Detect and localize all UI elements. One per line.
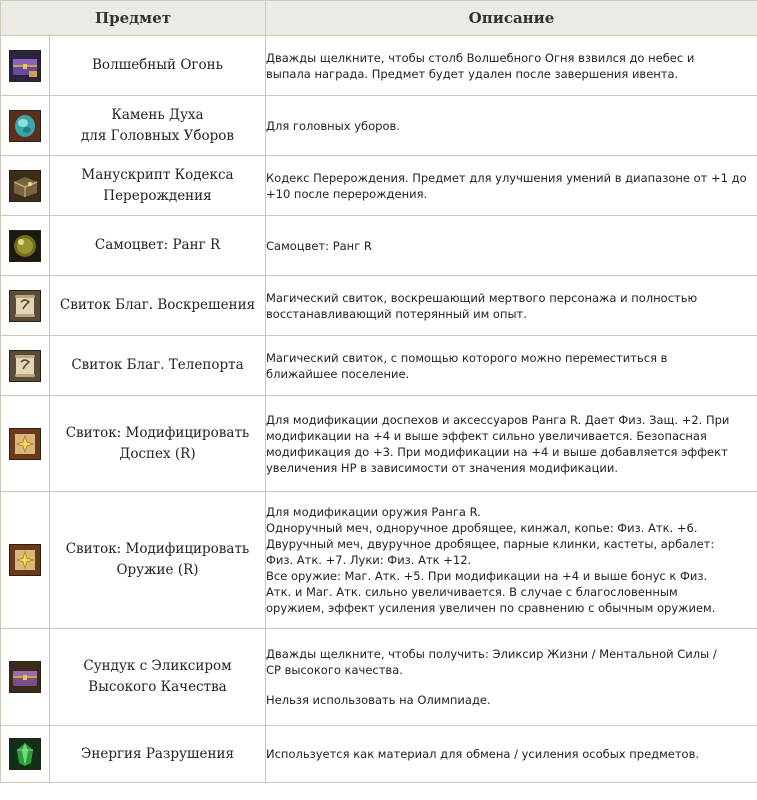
item-description-line: Для головных уборов. <box>266 118 400 133</box>
item-name <box>50 492 266 629</box>
purple-chest-icon <box>9 50 41 82</box>
item-description <box>266 726 757 783</box>
item-description-line: оружием, эффект усиления увеличен по сравнению с обычным оружием. <box>266 601 716 615</box>
item-description <box>266 629 757 726</box>
table-row <box>1 396 757 492</box>
item-name <box>50 156 266 216</box>
item-description-line: Атк. и Маг. Атк. сильно увеличивается. В случае с благословенным <box>266 585 678 599</box>
table-row <box>1 36 757 96</box>
item-name <box>50 629 266 726</box>
item-description-line: модификация до +3. При модификации на +4 и выше добавляется эффект <box>266 444 728 459</box>
item-name <box>50 36 266 96</box>
item-name <box>50 336 266 396</box>
item-description-line: Одноручный меч, одноручное дробящее, кинжал, копье: Физ. Атк. +6. <box>266 521 698 535</box>
item-description <box>266 36 757 96</box>
item-icon-cell <box>1 336 50 396</box>
header-row <box>1 1 757 36</box>
table-row <box>1 96 757 156</box>
item-description-line: ближайшее поселение. <box>266 366 410 381</box>
item-description-line: модификации на +4 и выше эффект сильно увеличивается. Безопасная <box>266 428 707 443</box>
item-icon-cell <box>1 276 50 336</box>
item-description-line: Дважды щелкните, чтобы столб Волшебного Огня взвился до небес и <box>266 50 695 65</box>
item-description-line: Магический свиток, с помощью которого можно переместиться в <box>266 350 668 365</box>
item-description-line: Самоцвет: Ранг R <box>266 238 372 253</box>
gem-orb-icon <box>9 230 41 262</box>
item-icon-cell <box>1 726 50 783</box>
item-description-line: Для модификации доспехов и аксессуаров Ранга R. Дает Физ. Защ. +2. При <box>266 412 730 427</box>
item-description-line: Нельзя использовать на Олимпиаде. <box>266 693 491 707</box>
item-name-line: Самоцвет: Ранг R <box>94 237 221 253</box>
table-row <box>1 156 757 216</box>
item-name-line: Манускрипт Кодекса <box>81 166 234 183</box>
item-description-line: +10 после перерождения. <box>266 186 428 201</box>
item-icon-cell <box>1 216 50 276</box>
item-description <box>266 276 757 336</box>
item-description-line: Магический свиток, воскрешающий мертвого персонажа и полностью <box>266 290 698 305</box>
item-name-line: Доспех (R) <box>119 445 196 462</box>
item-name-line: Высокого Качества <box>88 679 227 695</box>
spirit-stone-icon <box>9 110 41 142</box>
table-row <box>1 336 757 396</box>
table-row <box>1 276 757 336</box>
header-description: Описание <box>266 1 757 36</box>
elixir-chest-icon <box>9 661 41 693</box>
item-description-line: выпала награда. Предмет будет удален после завершения ивента. <box>266 66 679 81</box>
item-name <box>50 96 266 156</box>
item-description-line: восстанавливающий потерянный им опыт. <box>266 306 527 321</box>
scroll-icon <box>9 350 41 382</box>
item-description <box>266 156 757 216</box>
enchant-scroll-icon <box>9 428 41 460</box>
table-row <box>1 216 757 276</box>
item-icon-cell <box>1 156 50 216</box>
item-name-line: Свиток: Модифицировать <box>65 424 250 441</box>
item-description <box>266 96 757 156</box>
green-crystal-icon <box>9 738 41 770</box>
item-icon-cell <box>1 492 50 629</box>
item-name-line: Сундук с Эликсиром <box>83 658 232 674</box>
item-description <box>266 396 757 492</box>
item-name-line: Перерождения <box>103 187 212 204</box>
item-icon-cell <box>1 36 50 96</box>
scroll-icon <box>9 290 41 322</box>
item-name <box>50 396 266 492</box>
item-name-line: для Головных Уборов <box>80 127 235 144</box>
item-description-line: Все оружие: Маг. Атк. +5. При модификации на +4 и выше бонус к Физ. <box>266 569 708 583</box>
item-description-line: Дважды щелкните, чтобы получить: Эликсир Жизни / Ментальной Силы / <box>266 647 717 661</box>
item-name-line: Свиток Благ. Телепорта <box>71 357 244 373</box>
codex-manuscript-icon <box>9 170 41 202</box>
header-item: Предмет <box>1 1 266 36</box>
item-description-line: Для модификации оружия Ранга R. <box>266 505 481 519</box>
item-description-line: увеличения HP в зависимости от значения модификации. <box>266 460 619 475</box>
item-icon-cell <box>1 96 50 156</box>
item-description-line: Используется как материал для обмена / усиления особых предметов. <box>266 747 700 761</box>
item-name <box>50 276 266 336</box>
item-description-line: Физ. Атк. +7. Луки: Физ. Атк +12. <box>266 553 472 567</box>
item-description <box>266 336 757 396</box>
table-row <box>1 726 757 783</box>
item-description <box>266 492 757 629</box>
table-row <box>1 629 757 726</box>
item-description-line: Двуручный меч, двуручное дробящее, парные клинки, кастеты, арбалет: <box>266 537 715 551</box>
item-description-line: Кодекс Перерождения. Предмет для улучшения умений в диапазоне от +1 до <box>266 170 747 185</box>
item-description <box>266 216 757 276</box>
item-name-line: Оружие (R) <box>116 562 199 578</box>
table-row <box>1 492 757 629</box>
item-name-line: Волшебный Огонь <box>92 57 223 73</box>
enchant-scroll-icon <box>9 544 41 576</box>
item-icon-cell <box>1 396 50 492</box>
item-name-line: Свиток Благ. Воскрешения <box>59 297 256 313</box>
description-spacer <box>266 678 757 692</box>
item-name-line: Камень Духа <box>111 106 204 123</box>
item-description-line: CP высокого качества. <box>266 663 403 677</box>
item-name-line: Энергия Разрушения <box>81 745 234 762</box>
item-name <box>50 216 266 276</box>
item-icon-cell <box>1 629 50 726</box>
item-name <box>50 726 266 783</box>
item-name-line: Свиток: Модифицировать <box>65 541 250 557</box>
